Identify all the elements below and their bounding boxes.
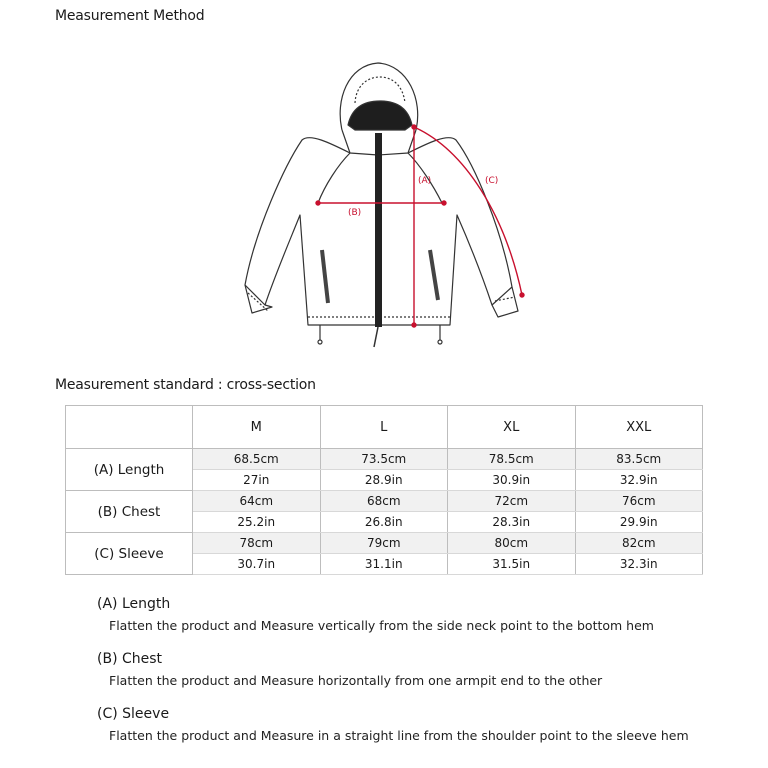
row-label-sleeve: (C) Sleeve xyxy=(66,533,193,575)
row-label-chest: (B) Chest xyxy=(66,491,193,533)
table-cell: 28.9in xyxy=(320,470,448,491)
table-header-row xyxy=(66,406,703,449)
table-cell: 78cm xyxy=(193,533,321,554)
col-header-m: M xyxy=(193,406,321,449)
col-header-l: L xyxy=(320,406,448,449)
table-row xyxy=(66,449,703,470)
label-c: (C) xyxy=(485,176,499,186)
table-cell: 72cm xyxy=(448,491,576,512)
table-cell: 28.3in xyxy=(448,512,576,533)
row-label-length: (A) Length xyxy=(66,449,193,491)
header-blank xyxy=(66,406,193,449)
table-cell: 82cm xyxy=(575,533,703,554)
section-title: Measurement standard : cross-section xyxy=(55,377,316,393)
table-cell: 68.5cm xyxy=(193,449,321,470)
table-cell: 30.7in xyxy=(193,554,321,575)
sleeve-line xyxy=(414,127,522,295)
col-header-xxl: XXL xyxy=(575,406,703,449)
note-sleeve xyxy=(97,706,737,743)
size-table xyxy=(65,405,703,575)
table-cell: 64cm xyxy=(193,491,321,512)
table-cell: 76cm xyxy=(575,491,703,512)
table-cell: 27in xyxy=(193,470,321,491)
note-text: Flatten the product and Measure horizontally from one armpit end to the other xyxy=(109,673,603,688)
table-cell: 78.5cm xyxy=(448,449,576,470)
table-cell: 29.9in xyxy=(575,512,703,533)
label-a: (A) xyxy=(418,176,432,186)
measurement-notes xyxy=(97,596,737,761)
note-text: Flatten the product and Measure in a straight line from the shoulder point to the sleeve hem xyxy=(109,728,689,743)
table-cell: 83.5cm xyxy=(575,449,703,470)
table-cell: 26.8in xyxy=(320,512,448,533)
table-cell: 32.3in xyxy=(575,554,703,575)
table-cell: 32.9in xyxy=(575,470,703,491)
table-cell: 30.9in xyxy=(448,470,576,491)
note-chest xyxy=(97,651,737,688)
page-title: Measurement Method xyxy=(55,8,205,24)
table-row xyxy=(66,491,703,512)
table-cell: 31.1in xyxy=(320,554,448,575)
note-length xyxy=(97,596,737,633)
table-cell: 80cm xyxy=(448,533,576,554)
label-b: (B) xyxy=(348,208,362,218)
jacket-diagram xyxy=(230,55,540,355)
table-cell: 79cm xyxy=(320,533,448,554)
jacket-illustration xyxy=(230,55,540,355)
table-cell: 31.5in xyxy=(448,554,576,575)
note-heading: (C) Sleeve xyxy=(97,706,170,722)
note-heading: (A) Length xyxy=(97,596,171,612)
note-heading: (B) Chest xyxy=(97,651,163,667)
zipper xyxy=(375,133,382,327)
table-cell: 73.5cm xyxy=(320,449,448,470)
col-header-xl: XL xyxy=(448,406,576,449)
table-cell: 25.2in xyxy=(193,512,321,533)
table-row xyxy=(66,533,703,554)
table-cell: 68cm xyxy=(320,491,448,512)
note-text: Flatten the product and Measure vertically from the side neck point to the bottom hem xyxy=(109,618,654,633)
